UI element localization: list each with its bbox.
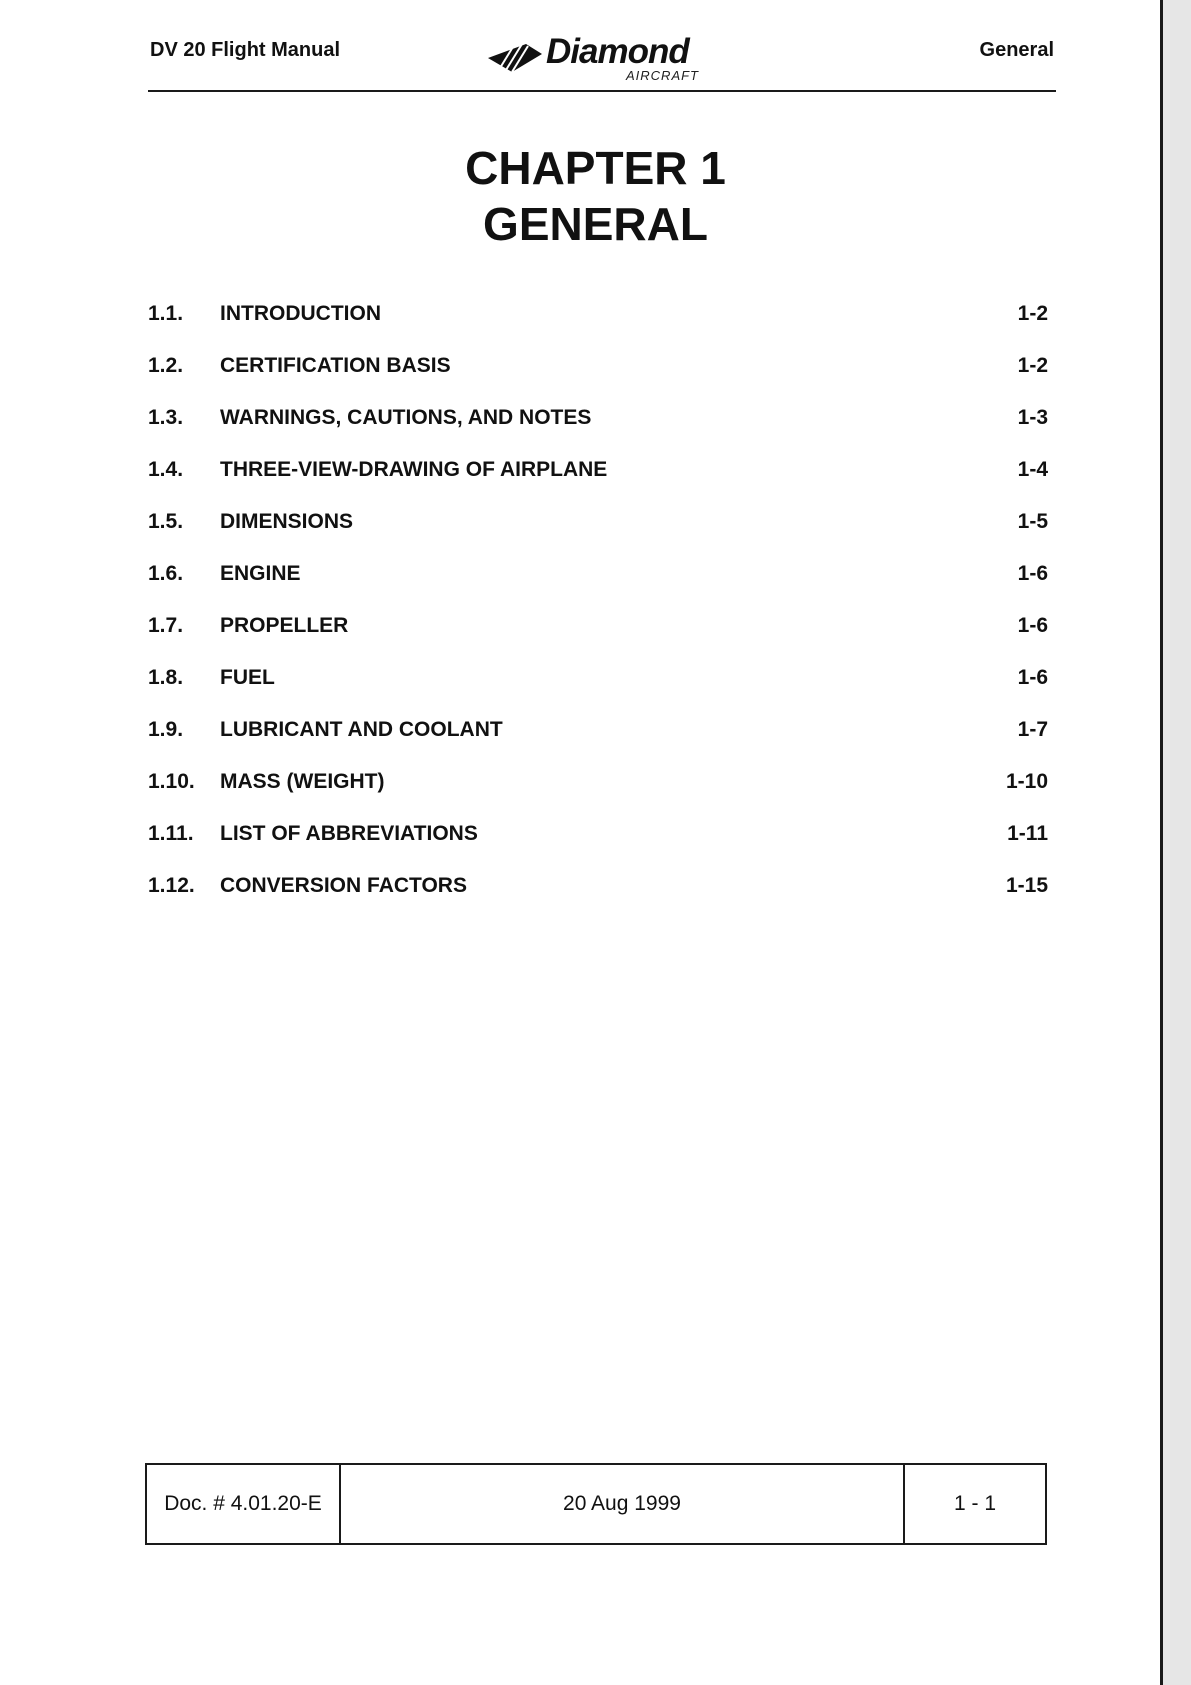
toc-title: INTRODUCTION bbox=[220, 302, 381, 325]
revision-date: 20 Aug 1999 bbox=[341, 1465, 905, 1543]
toc-page: 1-6 bbox=[1017, 562, 1048, 585]
toc-page: 1-2 bbox=[1017, 302, 1048, 325]
toc-row bbox=[148, 294, 1048, 346]
toc-page: 1-6 bbox=[1017, 666, 1048, 689]
diamond-wing-icon bbox=[486, 38, 544, 74]
manual-title: DV 20 Flight Manual bbox=[150, 39, 341, 61]
toc-number: 1.3. bbox=[148, 406, 184, 429]
toc-title: CERTIFICATION BASIS bbox=[220, 354, 451, 377]
toc-title: THREE-VIEW-DRAWING OF AIRPLANE bbox=[220, 458, 608, 481]
toc-number: 1.11. bbox=[148, 822, 194, 845]
toc-row bbox=[148, 450, 1048, 502]
document-number: Doc. # 4.01.20-E bbox=[147, 1465, 341, 1543]
toc-number: 1.10. bbox=[148, 770, 195, 793]
page-footer bbox=[145, 1463, 1047, 1545]
page-number: 1 - 1 bbox=[953, 1492, 997, 1515]
toc-title: LIST OF ABBREVIATIONS bbox=[220, 822, 478, 845]
page-header bbox=[148, 30, 1056, 92]
toc-title: ENGINE bbox=[220, 562, 301, 585]
toc-page: 1-15 bbox=[1005, 874, 1048, 897]
toc-number: 1.4. bbox=[148, 458, 184, 481]
toc-title: MASS (WEIGHT) bbox=[220, 770, 385, 793]
toc-title: CONVERSION FACTORS bbox=[220, 874, 467, 897]
toc-page: 1-3 bbox=[1017, 406, 1048, 429]
toc-title: WARNINGS, CAUTIONS, AND NOTES bbox=[220, 406, 592, 429]
toc-row bbox=[148, 658, 1048, 710]
toc-number: 1.6. bbox=[148, 562, 184, 585]
diamond-aircraft-logo bbox=[486, 32, 726, 88]
page-edge-shadow bbox=[1160, 0, 1191, 1685]
toc-row bbox=[148, 346, 1048, 398]
toc-row bbox=[148, 814, 1048, 866]
toc-number: 1.2. bbox=[148, 354, 184, 377]
toc-page: 1-11 bbox=[1007, 822, 1048, 845]
chapter-title: GENERAL bbox=[483, 198, 708, 250]
toc-title: DIMENSIONS bbox=[220, 510, 354, 533]
toc-title: FUEL bbox=[220, 666, 275, 689]
toc-row bbox=[148, 398, 1048, 450]
toc-row bbox=[148, 606, 1048, 658]
logo-wordmark: Diamond bbox=[546, 32, 689, 71]
toc-number: 1.12. bbox=[148, 874, 195, 897]
toc-row bbox=[148, 762, 1048, 814]
toc-page: 1-2 bbox=[1017, 354, 1048, 377]
toc-title: PROPELLER bbox=[220, 614, 349, 637]
toc-title: LUBRICANT AND COOLANT bbox=[220, 718, 503, 741]
toc-number: 1.1. bbox=[148, 302, 184, 325]
toc-number: 1.5. bbox=[148, 510, 184, 533]
toc-number: 1.9. bbox=[148, 718, 184, 741]
toc-page: 1-5 bbox=[1017, 510, 1048, 533]
toc-row bbox=[148, 554, 1048, 606]
toc-page: 1-4 bbox=[1017, 458, 1048, 481]
toc-page: 1-6 bbox=[1017, 614, 1048, 637]
section-name: General bbox=[979, 39, 1054, 61]
chapter-number: CHAPTER 1 bbox=[465, 142, 726, 194]
toc-row bbox=[148, 710, 1048, 762]
toc-page: 1-10 bbox=[1005, 770, 1048, 793]
table-of-contents bbox=[148, 294, 1048, 918]
toc-row bbox=[148, 502, 1048, 554]
toc-number: 1.8. bbox=[148, 666, 184, 689]
logo-subtitle: AIRCRAFT bbox=[626, 68, 699, 83]
toc-number: 1.7. bbox=[148, 614, 184, 637]
toc-page: 1-7 bbox=[1017, 718, 1048, 741]
toc-row bbox=[148, 866, 1048, 918]
